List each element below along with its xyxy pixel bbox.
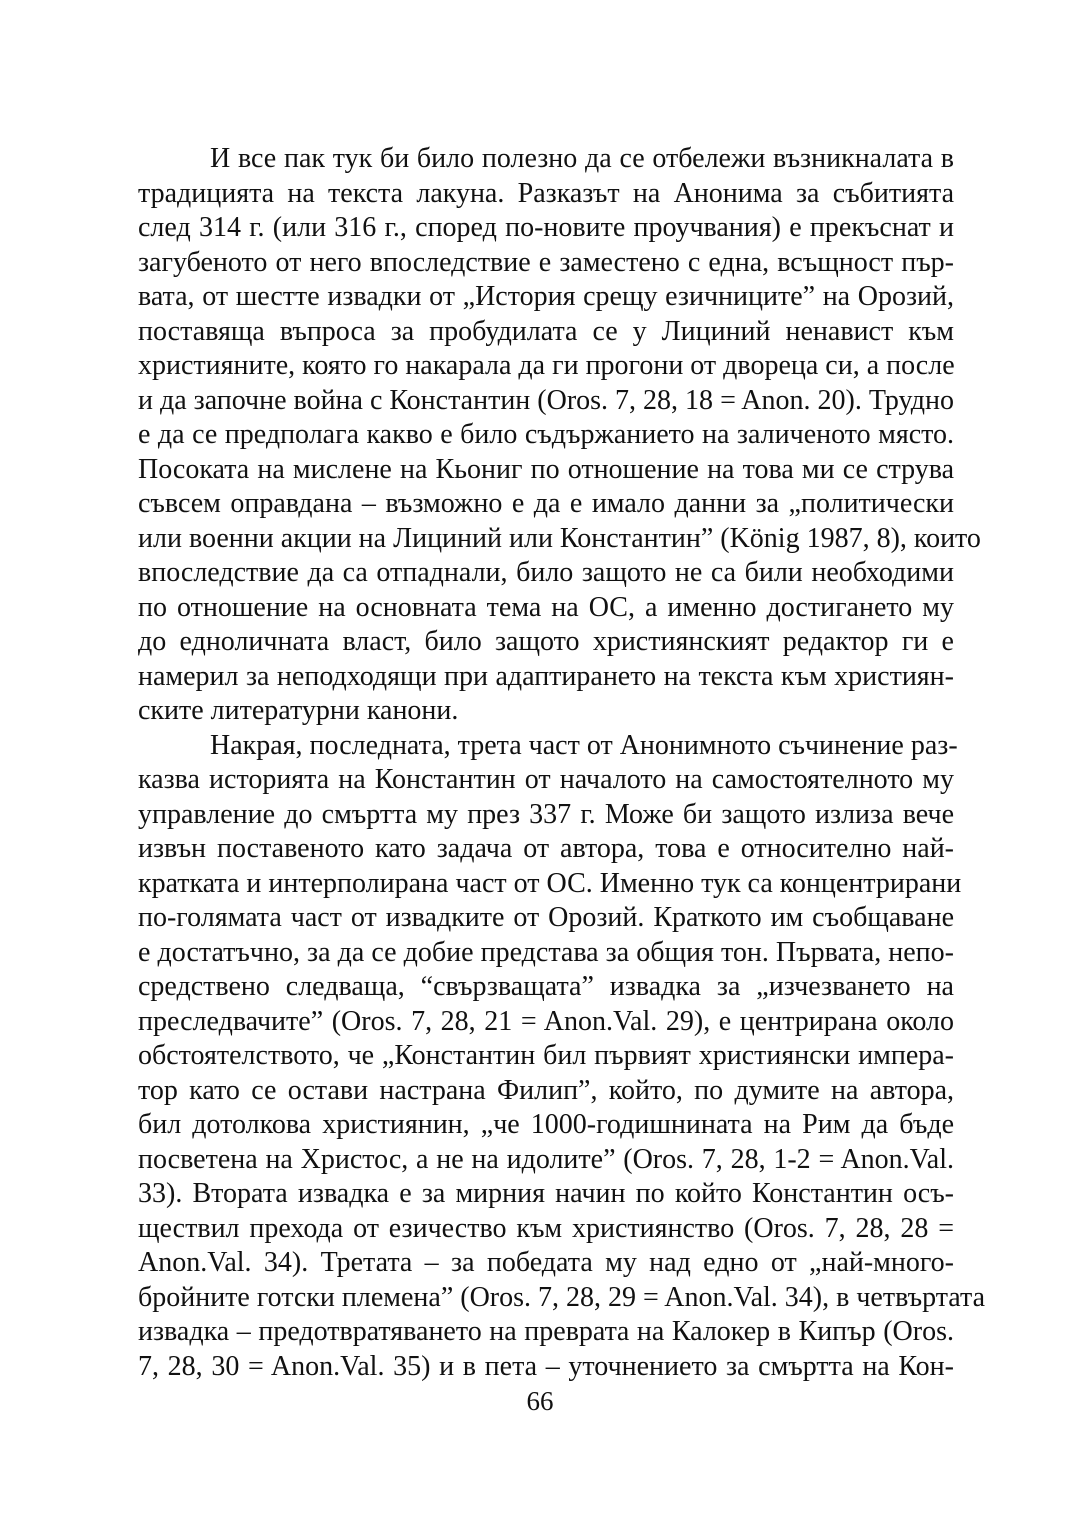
text-line: поставяща въпроса за пробудилата се у Лициний ненавист към xyxy=(138,315,954,347)
text-line: И все пак тук би било полезно да се отбележи възникналата в xyxy=(210,143,954,174)
paragraph-2 xyxy=(138,729,986,1385)
text-line: казва историята на Константин от началото на самостоятелното му xyxy=(138,764,954,795)
text-line: управление до смъртта му през 337 г. Може би защото излиза вече xyxy=(138,798,954,830)
text-line: е да се предполага какво е било съдържанието на заличеното място. xyxy=(138,419,954,450)
text-line: посветена на Христос, а не на идолите” (Oros. 7, 28, 1-2 = Anon.Val. xyxy=(138,1143,954,1175)
text-line: ските литературни канони. xyxy=(138,695,459,726)
text-line: по отношение на основната тема на ОС, а именно достигането му xyxy=(138,591,954,623)
text-line: и да започне война с Константин (Oros. 7, 28, 18 = Anon. 20). Трудно xyxy=(138,384,954,416)
text-line: обстоятелството, че „Константин бил първият християнски импера- xyxy=(138,1040,954,1071)
text-line: извадка – предотвратяването на превратa на Калокер в Кипър (Oros. xyxy=(138,1316,954,1347)
text-line: 33). Втората извадка е за мирния начин по който Константин осъ- xyxy=(138,1178,954,1209)
text-line: бройните готски племена” (Oros. 7, 28, 29 = Anon.Val. 34), в четвъртата xyxy=(138,1281,986,1313)
text-line: извън поставеното като задача от автора, това е относително най- xyxy=(138,833,954,864)
text-line: впоследствие да са отпаднали, било защото не са били необходими xyxy=(138,557,954,588)
text-line: кратката и интерполирана част от ОС. Именно тук са концентрирани xyxy=(138,867,962,899)
page-number: 66 xyxy=(526,1386,554,1416)
paragraph-1 xyxy=(138,142,981,729)
text-line: загубеното от него впоследствие е заместено с една, всъщност пър- xyxy=(138,246,954,278)
text-line: традицията на текста лакуна. Разказът на Анонима за събитията xyxy=(138,177,954,209)
page-body xyxy=(138,142,986,1384)
text-line: Anon.Val. 34). Третата – за победата му над едно от „най-много- xyxy=(138,1247,954,1278)
text-line: Накрая, последната, трета част от Анонимното съчинение раз- xyxy=(210,729,958,761)
text-line: съвсем оправдана – възможно е да е имало данни за „политически xyxy=(138,488,954,519)
text-line: преследвачите” (Oros. 7, 28, 21 = Anon.Val. 29), е центрирана около xyxy=(138,1005,954,1037)
text-line: ществил прехода от езичество към християнство (Oros. 7, 28, 28 = xyxy=(138,1212,954,1244)
text-line: до едноличната власт, било защото християнският редактор ги е xyxy=(138,626,954,657)
text-line: Посоката на мислене на Кьониг по отношение на това ми се струва xyxy=(138,453,954,485)
text-line: бил дотолкова християнин, „че 1000-годишнината на Рим да бъде xyxy=(138,1109,954,1140)
text-line: е достатъчно, за да се добие представа за общия тон. Първата, непо- xyxy=(138,936,954,968)
text-line: 7, 28, 30 = Anon.Val. 35) и в пета – уточнението за смъртта на Кон- xyxy=(138,1350,954,1382)
text-line: средствено следваща, “свързващата” извадка за „изчезването на xyxy=(138,971,954,1002)
text-line: вата, от шестте извадки от „История срещу езичниците” на Орозий, xyxy=(138,281,954,312)
text-line: след 314 г. (или 316 г., според по-новите проучвания) е прекъснат и xyxy=(138,212,954,243)
text-line: намерил за неподходящи при адаптирането на текста към християн- xyxy=(138,660,954,692)
text-line: по-голямата част от извадките от Орозий. Краткото им съобщаване xyxy=(138,902,954,933)
text-line: тор като се остави настрана Филип”, който, по думите на автора, xyxy=(138,1074,954,1106)
text-line: или военни акции на Лициний или Константин” (König 1987, 8), които xyxy=(138,522,981,554)
text-line: християните, която го накарала да ги прогони от двореца си, а после xyxy=(138,350,955,381)
